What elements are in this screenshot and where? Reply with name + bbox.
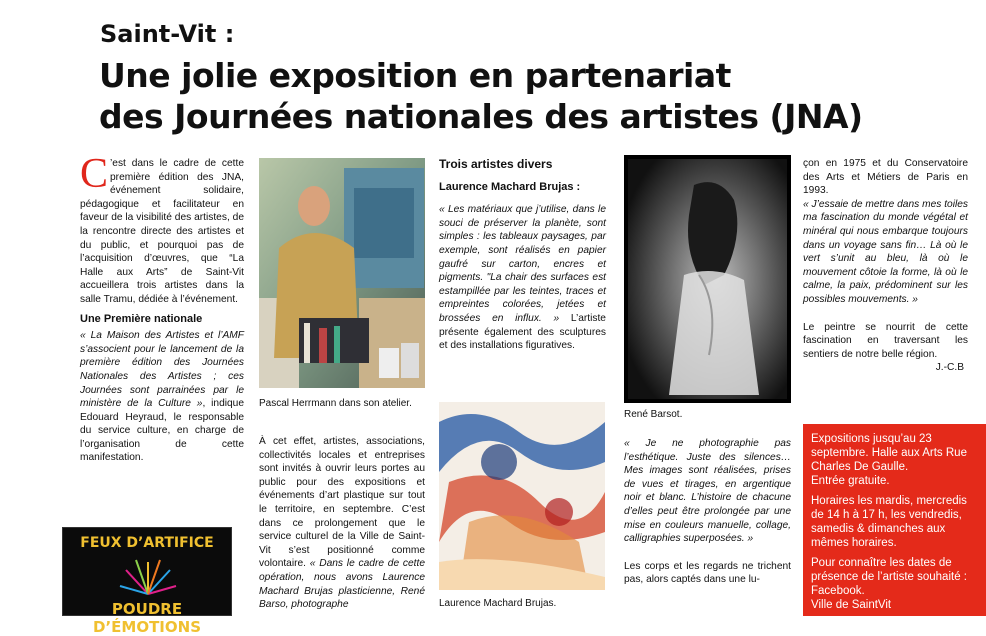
intro-paragraph: ’est dans le cadre de cette première édition des JNA, événement solidaire, pédagogique et facilitateur en faveur de la visibilité des artistes, de la rencontre directe des artistes et du public, et pourquoi pas de l’acquisition d’œuvres, que “La Halle aux Arts” de Saint-Vit accueillera trois artistes dans la salle Tramu, dédiée à l’événement. [80,158,244,305]
info-facebook: Pour connaître les dates de présence de l’artiste souhaité : Facebook. [811,557,967,597]
kicker: Saint-Vit : [100,20,235,48]
photo-pascal-herrmann [259,158,425,388]
column-2 [259,435,425,612]
headline-line-2: des Journées nationales des artistes (JNA) [99,97,863,136]
heading-trois-artistes: Trois artistes divers [439,157,553,171]
ad-subtitle: POUDRE D’ÉMOTIONS [93,600,201,636]
drop-cap: C [80,151,109,197]
caption-rene: René Barsot. [624,409,683,420]
info-box [803,424,986,616]
paragraph-conservatoire: çon en 1975 et du Conservatoire des Arts et Métiers de Paris en 1993. [803,158,968,197]
subhead-premiere: Une Première nationale [80,312,203,325]
info-dates: Expositions jusqu’au 23 septembre. Halle aux Arts Rue Charles De Gaulle. [811,433,967,473]
quote-laurence: « Les matériaux que j’utilise, dans le souci de préserver la planète, sont simples : les tableaux paysages, par exemple, sont réalisés en papier gaufré sur carton, encres et pigments. "La chair des surfaces est estampillée par les teintes, traces et empreintes colorées, jetées et brossées en influx. » [439,204,606,324]
quote-rene: « Je ne photographie pas l’esthétique. Juste des silences… Mes images sont réalisées, prises de vues et tirages, en argentique noir et blanc. L’histoire de chacune d’elles peut être prolongée par une mise en couleurs manuelle, collage, calligraphies superposées. » [624,438,791,545]
column-3 [439,158,606,353]
paragraph-laurence: L’artiste présente également des sculptures et des installations figuratives. [439,312,606,352]
paragraph-peintre: Le peintre se nourrit de cette fascination en traversant les sentiers de notre belle région. [803,321,968,360]
info-ville: Ville de SaintVit [811,599,892,611]
column-4 [624,437,791,587]
info-horaires: Horaires les mardis, mercredis de 14 h à 17 h, les vendredis, samedis & dimanches aux mêmes horaires. [811,495,967,549]
artist-name-laurence: Laurence Machard Brujas : [439,180,581,193]
quote-amf: « La Maison des Artistes et l’AMF s’associent pour le lancement de la première édition des Journées Nationales des Artistes ; ces Journées sont parrainées par le ministère de la Culture » [80,330,244,410]
ad-feux-artifice [62,527,232,636]
quote-peintre: « J’essaie de mettre dans mes toiles ma fascination du monde végétal et minéral qui nous embarque toujours dans un voyage sans fin… Là où le vert s’unit au bleu, là où le mouvement côtoie la forme, là où le calme, la paix, prédominent sur les possibles mouvements. » [803,198,968,305]
paragraph-effet: À cet effet, artistes, associations, collectivités locales et entreprises sont invités à ouvrir leurs portes au public pour des expositions et événements d’art plastique sur tout le territoire, en septembre. C’est dans ce prolongement que le service culturel de la Ville de Saint-Vit s’est positionné comme volontaire. [259,436,425,570]
column-5 [803,157,968,375]
ad-title: FEUX D’ARTIFICE [80,535,214,551]
column-1 [80,151,244,465]
headline-line-1: Une jolie exposition en partenariat [99,56,731,95]
headline [99,55,863,137]
firework-icon [118,556,178,596]
paragraph-corps: Les corps et les regards ne trichent pas, alors captés dans une lu- [624,560,791,586]
quote-operation: « Dans le cadre de cette opération, nous avons Laurence Machard Brujas plasticienne, René Barso, photographe [259,558,425,611]
signature: J.-C.B [935,362,964,374]
info-entree: Entrée gratuite. [811,475,890,487]
paragraph-heyraud: , indique Edouard Heyraud, le responsable du service culture, en charge de l’organisation de cette manifestation. [80,398,244,464]
photo-painting [439,402,605,590]
photo-rene-barsot [624,155,791,403]
caption-pascal: Pascal Herrmann dans son atelier. [259,398,412,409]
caption-laurence: Laurence Machard Brujas. [439,598,557,609]
